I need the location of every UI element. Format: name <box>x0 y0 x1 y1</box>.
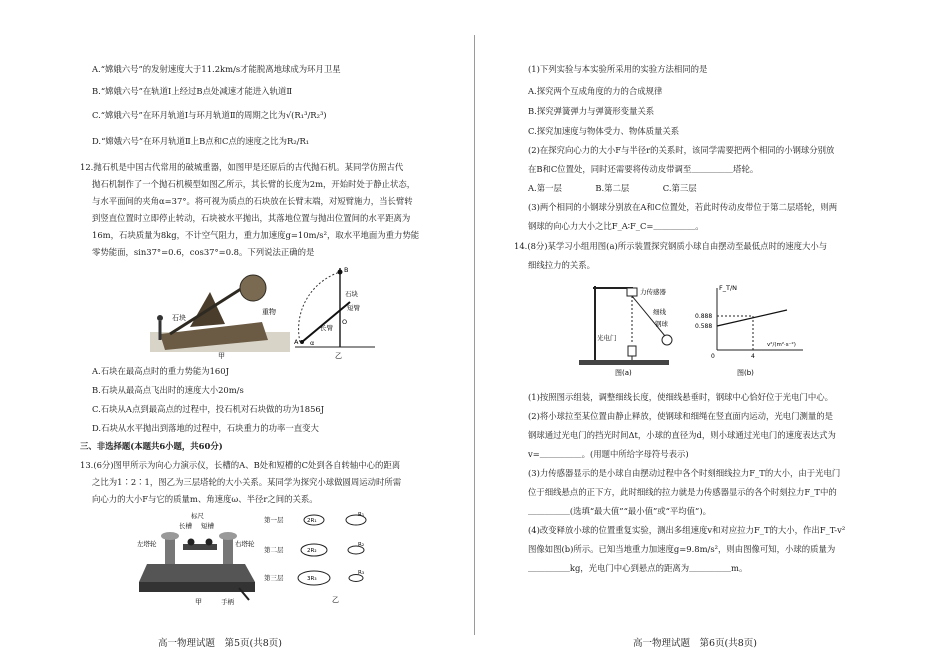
right-text-line: (1)按照图示组装，调整细线长度，使细线悬垂时，钢球中心恰好位于光电门中心。 <box>528 392 833 402</box>
label-r2: R₂ <box>358 542 365 548</box>
label-long-slot: 长槽 <box>179 522 192 530</box>
tick-0588: 0.588 <box>695 323 713 330</box>
caption-fig-a: 图(a) <box>615 369 632 377</box>
left-text-line: B.“嫦娥六号”在轨道Ⅰ上经过B点处减速才能进入轨道Ⅱ <box>92 86 293 96</box>
counterweight <box>240 275 266 301</box>
right-page <box>475 0 950 663</box>
label-gate: 光电门 <box>597 334 617 342</box>
left-text-line: 与水平面间的夹角α=37°。将可视为质点的石块放在长臂末端，对短臂施力，当长臂转 <box>92 196 413 206</box>
ball-left <box>188 539 195 546</box>
label-alpha: α <box>310 339 315 347</box>
label-long-arm: 长臂 <box>320 324 333 332</box>
label-short-arm: 短臂 <box>347 304 360 312</box>
label-layer1: 第一层 <box>264 516 284 524</box>
data-line <box>717 310 787 326</box>
label-layer2: 第二层 <box>264 546 284 554</box>
left-text-line: C.石块从A点到最高点的过程中，投石机对石块做的功为1856J <box>92 404 325 414</box>
left-text-line: B.石块从最高点飞出时的速度大小20m/s <box>92 385 244 395</box>
graph-x-label: v²/(m²·s⁻²) <box>767 342 796 348</box>
left-text-line: D.石块从水平抛出到落地的过程中，石块重力的功率一直变大 <box>92 423 319 433</box>
device-base <box>139 564 255 582</box>
label-left-tower: 左塔轮 <box>137 540 157 548</box>
left-cylinder <box>165 538 175 564</box>
steel-ball <box>662 335 672 345</box>
left-text-line: 向心力的大小F与它的质量m、角速度ω、半径r之间的关系。 <box>92 494 318 504</box>
pendulum-apparatus <box>575 280 690 378</box>
label-stone: 石块 <box>172 314 186 322</box>
right-text-line: 钢球通过光电门的挡光时间Δt，小球的直径为d，则小球通过光电门的速度表达式为 <box>528 430 836 440</box>
person-head <box>157 315 163 321</box>
tick-0888: 0.888 <box>695 313 713 320</box>
label-b: B <box>344 266 349 274</box>
label-sensor: 力传感器 <box>640 288 666 296</box>
catapult-photo <box>150 262 290 360</box>
right-text-line: (1)下列实验与本实验所采用的实验方法相同的是 <box>528 64 708 74</box>
apparatus-base <box>579 360 669 365</box>
tick-origin: 0 <box>711 353 715 360</box>
label-short-slot: 短槽 <box>201 522 214 530</box>
left-text-line: 12.抛石机是中国古代常用的破城重器，如图甲是还原后的古代抛石机。某同学仿照古代 <box>80 162 404 172</box>
right-text-line: C.探究加速度与物体受力、物体质量关系 <box>528 126 680 136</box>
left-text-line: 到竖直位置时立即停止转动，石块被水平抛出，其落地位置与抛出位置间的水平距离为 <box>92 213 411 223</box>
left-text-line: C.“嫦娥六号”在环月轨道Ⅰ与环月轨道Ⅱ的周期之比为√(R₁³/R₂³) <box>92 110 327 120</box>
right-text-line: (2)在探究向心力的大小F与半径r的关系时，该同学需要把两个相同的小钢球分别放 <box>528 145 835 155</box>
right-text-line: A.第一层 B.第二层 C.第三层 <box>528 183 697 193</box>
label-sleeve: 标尺 <box>191 512 204 520</box>
caption-fig-b: 图(b) <box>737 369 754 377</box>
thread <box>632 296 665 336</box>
label-counterweight: 重物 <box>262 308 276 316</box>
photogate <box>628 346 636 356</box>
force-sensor <box>627 288 637 296</box>
right-text-line: (3)两个相同的小钢球分别放在A和C位置处，若此时传动皮带位于第二层塔轮，则两 <box>528 202 838 212</box>
left-text-line: 抛石机制作了一个抛石机模型如图乙所示，其长臂的长度为2m，开始时处于静止状态， <box>92 179 416 189</box>
caption-tower: 乙 <box>332 596 339 604</box>
right-text-line: ＿＿＿＿＿(选填“最大值”“最小值”或“平均值”)。 <box>528 506 711 516</box>
left-text-line: 三、非选择题(本题共6小题，共60分) <box>80 441 223 451</box>
label-model-stone: 石块 <box>345 290 358 298</box>
right-tower-top <box>219 532 237 540</box>
right-text-line: A.探究两个互成角度的力的合成规律 <box>528 86 663 96</box>
label-2r1: 2R₁ <box>307 518 317 524</box>
left-tower-top <box>161 532 179 540</box>
label-handle: 手柄 <box>221 598 234 606</box>
label-2r2: 2R₂ <box>307 548 317 554</box>
catapult-model-diagram <box>290 262 380 360</box>
right-text-line: (3)力传感器显示的是小球自由摆动过程中各个时刻细线拉力F_T的大小，由于光电门 <box>528 468 841 478</box>
right-text-line: (2)将小球拉至某位置由静止释放，使钢球和细绳在竖直面内运动，光电门测量的是 <box>528 411 833 421</box>
graph-y-label: F_T/N <box>719 284 738 292</box>
label-right-tower: 右塔轮 <box>235 540 255 548</box>
point-b <box>338 270 343 275</box>
label-a: A <box>294 338 299 346</box>
left-text-line: 零势能面，sin37°=0.6，cos37°=0.8。下列说法正确的是 <box>92 247 315 257</box>
right-text-line: 位于细线悬点的正下方，此时细线的拉力就是力传感器显示的各个时刻拉力F_T中的 <box>528 487 837 497</box>
right-text-line: ＿＿＿＿＿kg，光电门中心到悬点的距离为＿＿＿＿＿m。 <box>528 563 748 573</box>
right-cylinder <box>223 538 233 564</box>
centripetal-demonstrator <box>135 508 260 606</box>
tower-wheel-diagram <box>262 508 382 606</box>
slots <box>183 544 217 550</box>
right-text-line: 在B和C位置处，同时还需要将传动皮带调至＿＿＿＿＿塔轮。 <box>528 164 759 174</box>
left-text-line: 13.(6分)图甲所示为向心力演示仪，长槽的A、B处和短槽的C处到各自转轴中心的距离 <box>80 460 401 470</box>
right-text-line: 细线拉力的关系。 <box>528 260 595 270</box>
caption-jia: 甲 <box>218 352 225 360</box>
right-text-line: B.探究弹簧弹力与弹簧形变量关系 <box>528 106 655 116</box>
caption-demo: 甲 <box>195 598 202 606</box>
left-footer: 高一物理试题 第5页(共8页) <box>158 638 283 649</box>
left-text-line: 之比为1∶2∶1，图乙为三层塔轮的大小关系。某同学为探究小球做圆周运动时所需 <box>92 477 402 487</box>
ft-v2-graph <box>695 280 807 378</box>
right-text-line: v=＿＿＿＿＿。(用题中所给字母符号表示) <box>528 449 689 459</box>
right-text-line: 14.(8分)某学习小组用图(a)所示装置探究钢质小球自由摆动至最低点时的速度大小与 <box>514 241 828 251</box>
device-base-front <box>139 582 255 592</box>
right-text-line: 图像如图(b)所示。已知当地重力加速度g=9.8m/s²，则由图像可知，小球的质量为 <box>528 544 836 554</box>
label-3r3: 3R₃ <box>307 576 317 582</box>
left-text-line: A.石块在最高点时的重力势能为160J <box>92 366 229 376</box>
point-a <box>300 340 304 344</box>
ball-right <box>206 539 213 546</box>
label-r3: R₃ <box>358 570 365 576</box>
right-text-line: 钢球的向心力大小之比F_A∶F_C=＿＿＿＿＿。 <box>528 221 704 231</box>
label-thread: 细线 <box>653 308 666 316</box>
label-o: O <box>342 318 348 326</box>
right-text-line: (4)改变释放小球的位置重复实验，测出多组速度v和对应拉力F_T的大小，作出F_T-v² <box>528 525 846 535</box>
right-footer: 高一物理试题 第6页(共8页) <box>633 638 758 649</box>
tick-x4: 4 <box>751 353 755 360</box>
label-ball: 钢球 <box>655 320 668 328</box>
label-layer3: 第三层 <box>264 574 284 582</box>
left-text-line: 16m，石块质量为8kg，不计空气阻力，重力加速度g=10m/s²，取水平地面为重力势能 <box>92 230 420 240</box>
label-r1: R₁ <box>358 512 365 518</box>
left-text-line: A.“嫦娥六号”的发射速度大于11.2km/s才能脱离地球成为环月卫星 <box>92 64 341 74</box>
caption-yi: 乙 <box>335 352 342 360</box>
left-text-line: D.“嫦娥六号”在环月轨道Ⅱ上B点和C点的速度之比为R₂/R₁ <box>92 136 310 146</box>
